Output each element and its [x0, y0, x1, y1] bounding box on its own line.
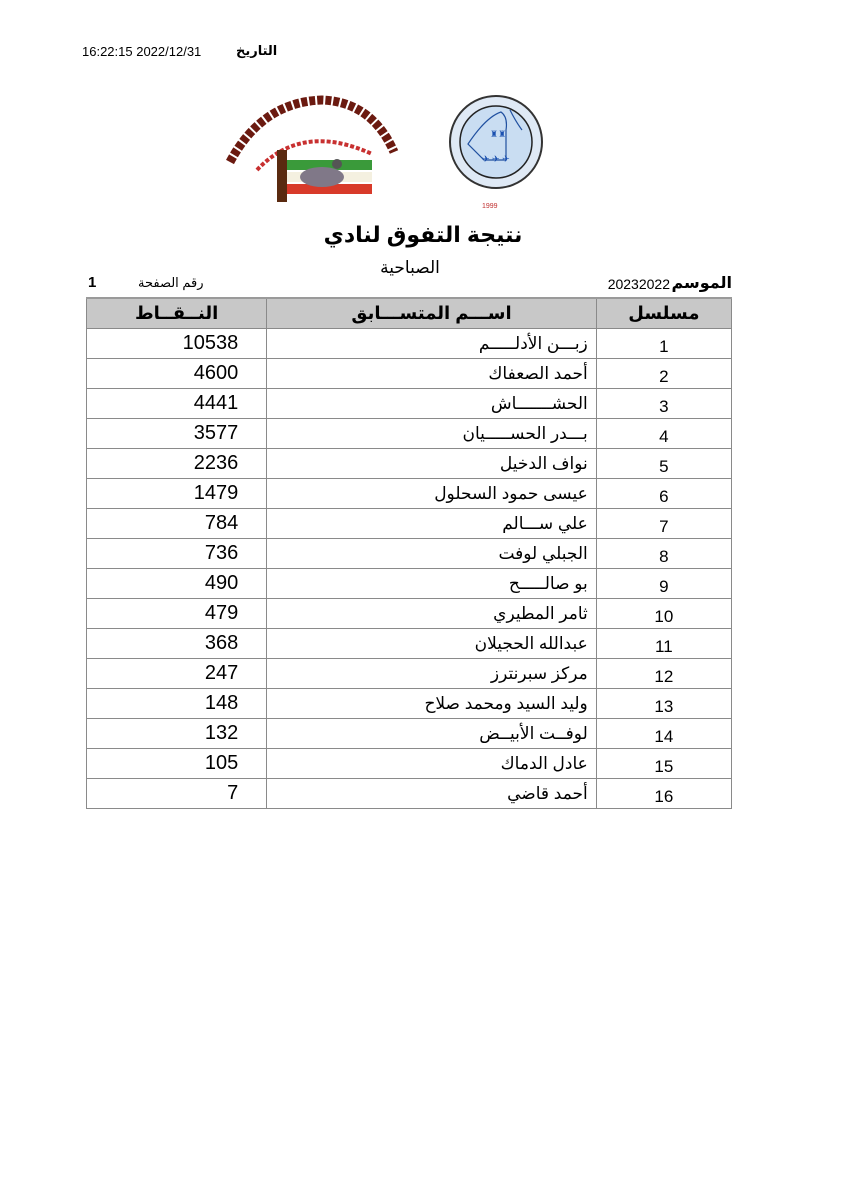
cell-name: نواف الدخيل — [267, 449, 597, 479]
cell-name: لوفــت الأبيــض — [267, 719, 597, 749]
table-row — [87, 599, 732, 629]
cell-name: الحشـــــــاش — [267, 389, 597, 419]
table-row — [87, 659, 732, 689]
page-number: 1 — [88, 274, 97, 291]
club-name: الصباحية — [380, 258, 440, 277]
table-header-row — [87, 298, 732, 329]
table-row — [87, 509, 732, 539]
table-row — [87, 719, 732, 749]
svg-text:1999: 1999 — [482, 203, 498, 210]
cell-points: 479 — [87, 599, 267, 629]
cell-serial: 13 — [596, 689, 731, 719]
cell-serial: 14 — [596, 719, 731, 749]
cell-points: 368 — [87, 629, 267, 659]
cell-name: ثامر المطيري — [267, 599, 597, 629]
svg-text:♜♜: ♜♜ — [490, 129, 507, 139]
cell-serial: 8 — [596, 539, 731, 569]
table-row — [87, 689, 732, 719]
results-table — [86, 297, 732, 809]
cell-name: أحمد الصعفاك — [267, 359, 597, 389]
cell-serial: 3 — [596, 389, 731, 419]
header-points: النــقــاط — [87, 298, 267, 329]
season-value: 20232022 — [598, 276, 670, 292]
cell-points: 1479 — [87, 479, 267, 509]
header-name: اســـم المتســـابق — [267, 298, 597, 329]
cell-points: 784 — [87, 509, 267, 539]
report-title-text: نتيجة التفوق لنادي — [323, 222, 523, 247]
kuwait-federation-logo — [446, 82, 546, 212]
cell-serial: 1 — [596, 329, 731, 359]
table-row — [87, 779, 732, 809]
table-row — [87, 479, 732, 509]
table-row — [87, 359, 732, 389]
cell-serial: 4 — [596, 419, 731, 449]
table-row — [87, 449, 732, 479]
table-row — [87, 569, 732, 599]
cell-name: علي ســـالم — [267, 509, 597, 539]
date-label: التاريخ — [236, 43, 278, 58]
cell-points: 132 — [87, 719, 267, 749]
cell-points: 10538 — [87, 329, 267, 359]
cell-serial: 16 — [596, 779, 731, 809]
cell-serial: 12 — [596, 659, 731, 689]
table-row — [87, 389, 732, 419]
cell-name: عادل الدماك — [267, 749, 597, 779]
cell-points: 247 — [87, 659, 267, 689]
cell-serial: 15 — [596, 749, 731, 779]
cell-name: عبدالله الحجيلان — [267, 629, 597, 659]
cell-points: 4600 — [87, 359, 267, 389]
table-row — [87, 329, 732, 359]
cell-points: 7 — [87, 779, 267, 809]
cell-serial: 5 — [596, 449, 731, 479]
cell-serial: 2 — [596, 359, 731, 389]
page-number-label: رقم الصفحة — [138, 275, 204, 290]
cell-points: 4441 — [87, 389, 267, 419]
table-row — [87, 539, 732, 569]
cell-points: 736 — [87, 539, 267, 569]
season-label: الموسم — [671, 275, 732, 292]
cell-name: بو صالـــــح — [267, 569, 597, 599]
cell-points: 3577 — [87, 419, 267, 449]
svg-text:✈ ✈ ✈: ✈ ✈ ✈ — [482, 154, 510, 164]
cell-name: بـــدر الحســـــيان — [267, 419, 597, 449]
cell-serial: 11 — [596, 629, 731, 659]
report-title — [0, 222, 848, 248]
cell-points: 2236 — [87, 449, 267, 479]
cell-name: أحمد قاضي — [267, 779, 597, 809]
table-row — [87, 749, 732, 779]
cell-name: وليد السيد ومحمد صلاح — [267, 689, 597, 719]
cell-serial: 6 — [596, 479, 731, 509]
cell-name: الجبلي لوفت — [267, 539, 597, 569]
cell-serial: 10 — [596, 599, 731, 629]
cell-points: 490 — [87, 569, 267, 599]
table-row — [87, 419, 732, 449]
table-row — [87, 629, 732, 659]
cell-serial: 9 — [596, 569, 731, 599]
cell-points: 105 — [87, 749, 267, 779]
kuwait-racing-pigeon-club-logo — [222, 92, 402, 208]
cell-name: زبـــن الأدلـــــم — [267, 329, 597, 359]
header-serial: مسلسل — [596, 298, 731, 329]
cell-name: مركز سبرنترز — [267, 659, 597, 689]
cell-name: عيسى حمود السحلول — [267, 479, 597, 509]
print-datetime: 16:22:15 2022/12/31 — [82, 44, 202, 59]
cell-points: 148 — [87, 689, 267, 719]
cell-serial: 7 — [596, 509, 731, 539]
